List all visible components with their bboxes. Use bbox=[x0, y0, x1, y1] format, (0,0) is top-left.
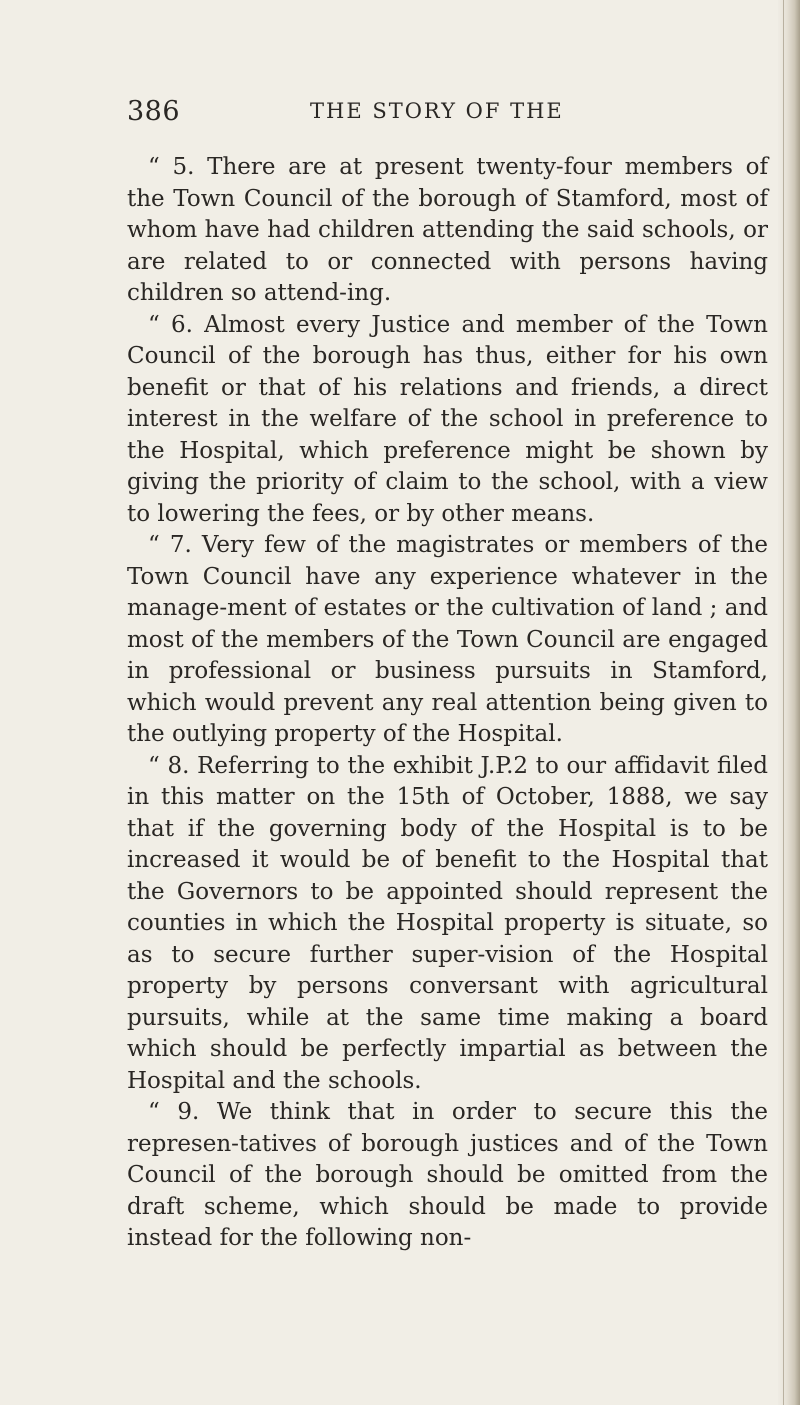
paragraph-5: “ 5. There are at present twenty-four members of the Town Council of the borough of Stamford, most of whom have had children attending the said schools, or are related to or connected with persons having children so attend-ing. bbox=[127, 154, 768, 306]
paragraph-8: “ 8. Referring to the exhibit J.P.2 to our affidavit filed in this matter on the 15th of October, 1888, we say that if the governing body of the Hospital is to be increased it would be of benefit to the Hospital that the Governors to be appointed should represent the counties in which the Hospital property is situate, so as to secure further super-vision of the Hospital property by persons conversant with agricultural pursuits, while at the same time making a board which should be perfectly impartial as between the Hospital and the schools. bbox=[127, 752, 768, 1094]
page-edge-line bbox=[783, 0, 784, 1405]
page-number: 386 bbox=[127, 96, 181, 127]
page-edge-shadow bbox=[778, 0, 800, 1405]
running-head: THE STORY OF THE bbox=[310, 99, 564, 123]
paragraph-7: “ 7. Very few of the magistrates or members of the Town Council have any experience whatever in the manage-ment of estates or the cultivation of land ; and most of the members of the Town Council are engaged in professional or business pursuits in Stamford, which would prevent any real attention being given to the outlying property of the Hospital. bbox=[127, 532, 768, 747]
paragraph-9: “ 9. We think that in order to secure this the represen-tatives of borough justices and of the Town Council of the borough should be omitted from the draft scheme, which should be made to provide instead for the following non- bbox=[127, 1099, 768, 1251]
page-header bbox=[0, 96, 790, 136]
body-text bbox=[127, 152, 768, 1255]
paragraph-6: “ 6. Almost every Justice and member of the Town Council of the borough has thus, either for his own benefit or that of his relations and friends, a direct interest in the welfare of the school in preference to the Hospital, which preference might be shown by giving the priority of claim to the school, with a view to lowering the fees, or by other means. bbox=[127, 311, 768, 527]
